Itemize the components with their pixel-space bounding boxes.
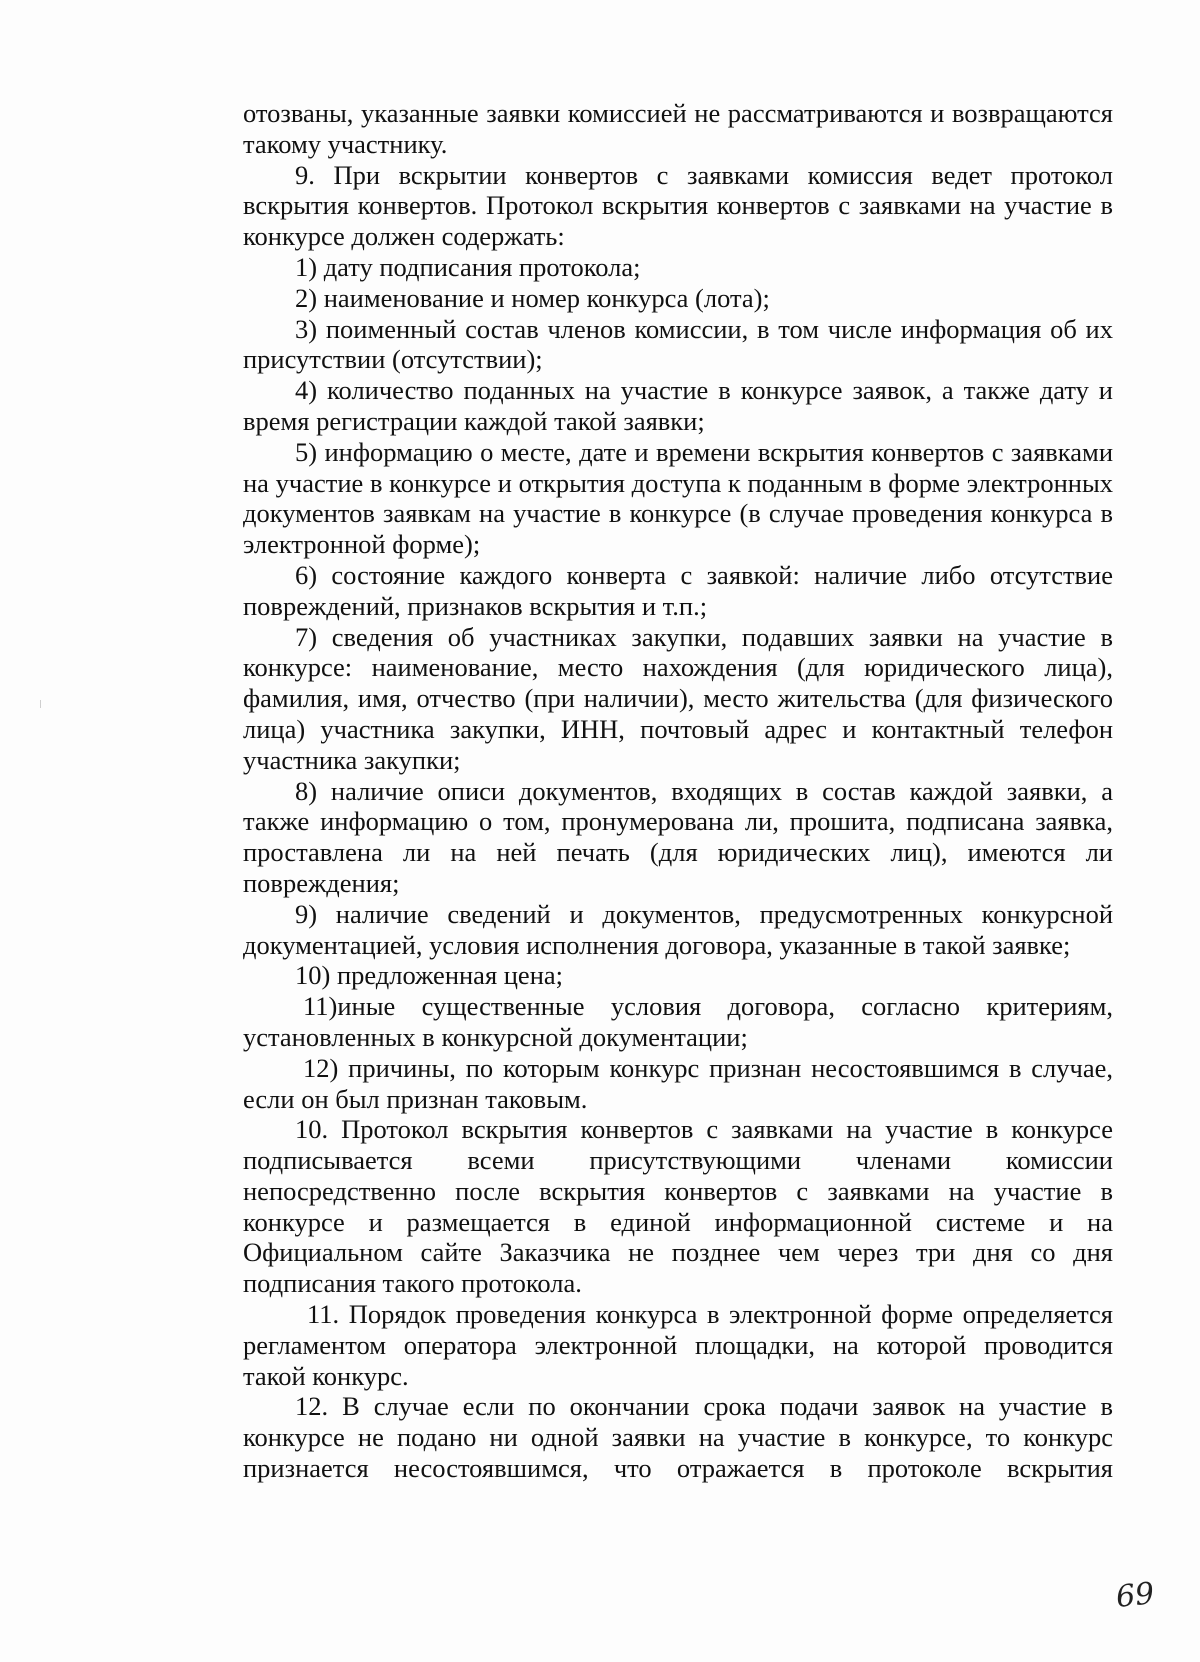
list-item-11: 11)иные существенные условия договора, согласно критериям, установленных в конкурсной документации; [243,991,1113,1052]
paragraph-item-11: 11. Порядок проведения конкурса в электронной форме определяется регламентом оператора электронной площадки, на которой проводится такой конкурс. [243,1299,1113,1391]
scan-artifact [40,700,41,708]
list-item-9: 9) наличие сведений и документов, предусмотренных конкурсной документацией, условия исполнения договора, указанные в такой заявке; [243,898,1113,960]
list-item-12: 12) причины, по которым конкурс признан несостоявшимся в случае, если он был признан таковым. [243,1052,1113,1114]
list-item-3: 3) поименный состав членов комиссии, в том числе информация об их присутствии (отсутствии); [243,313,1113,375]
list-item-8: 8) наличие описи документов, входящих в состав каждой заявки, а также информацию о том, пронумерована ли, прошита, подписана заявка, проставлена ли на ней печать (для юридических лиц), имеются ли повреждения; [243,775,1113,898]
list-item-4: 4) количество поданных на участие в конкурсе заявок, а также дату и время регистрации каждой такой заявки; [243,375,1113,436]
paragraph-continuation: отозваны, указанные заявки комиссией не рассматриваются и возвращаются такому участнику. [243,98,1113,159]
list-item-6: 6) состояние каждого конверта с заявкой: наличие либо отсутствие повреждений, признаков вскрытия и т.п.; [243,559,1113,621]
paragraph-item-9: 9. При вскрытии конвертов с заявками комиссия ведет протокол вскрытия конвертов. Протокол вскрытия конвертов с заявками на участие в конкурсе должен содержать: [243,159,1113,252]
paragraph-item-10: 10. Протокол вскрытия конвертов с заявками на участие в конкурсе подписывается всеми присутствующими членами комиссии непосредственно после вскрытия конвертов с заявками на участие в конкурсе и размещается в единой информационной системе и на Официальном сайте Заказчика не позднее чем через три дня со дня подписания такого протокола. [243,1114,1113,1299]
handwritten-page-number: 69 [1114,1576,1156,1615]
document-body [243,98,1113,1484]
list-item-7: 7) сведения об участниках закупки, подавших заявки на участие в конкурсе: наименование, место нахождения (для юридического лица), фамилия, имя, отчество (при наличии), место жительства (для физического лица) участника закупки, ИНН, почтовый адрес и контактный телефон участника закупки; [243,621,1113,775]
list-item-1: 1) дату подписания протокола; [295,251,641,282]
list-item-2: 2) наименование и номер конкурса (лота); [295,282,770,313]
list-item-5: 5) информацию о месте, дате и времени вскрытия конвертов с заявками на участие в конкурсе и открытия доступа к поданным в форме электронных документов заявкам на участие в конкурсе (в случае проведения конкурса в электронной форме); [243,436,1113,560]
list-item-10: 10) предложенная цена; [295,960,564,991]
paragraph-item-12: 12. В случае если по окончании срока подачи заявок на участие в конкурсе не подано ни одной заявки на участие в конкурсе, то конкурс признается несостоявшимся, что отражается в протоколе вскрытия [243,1391,1113,1484]
